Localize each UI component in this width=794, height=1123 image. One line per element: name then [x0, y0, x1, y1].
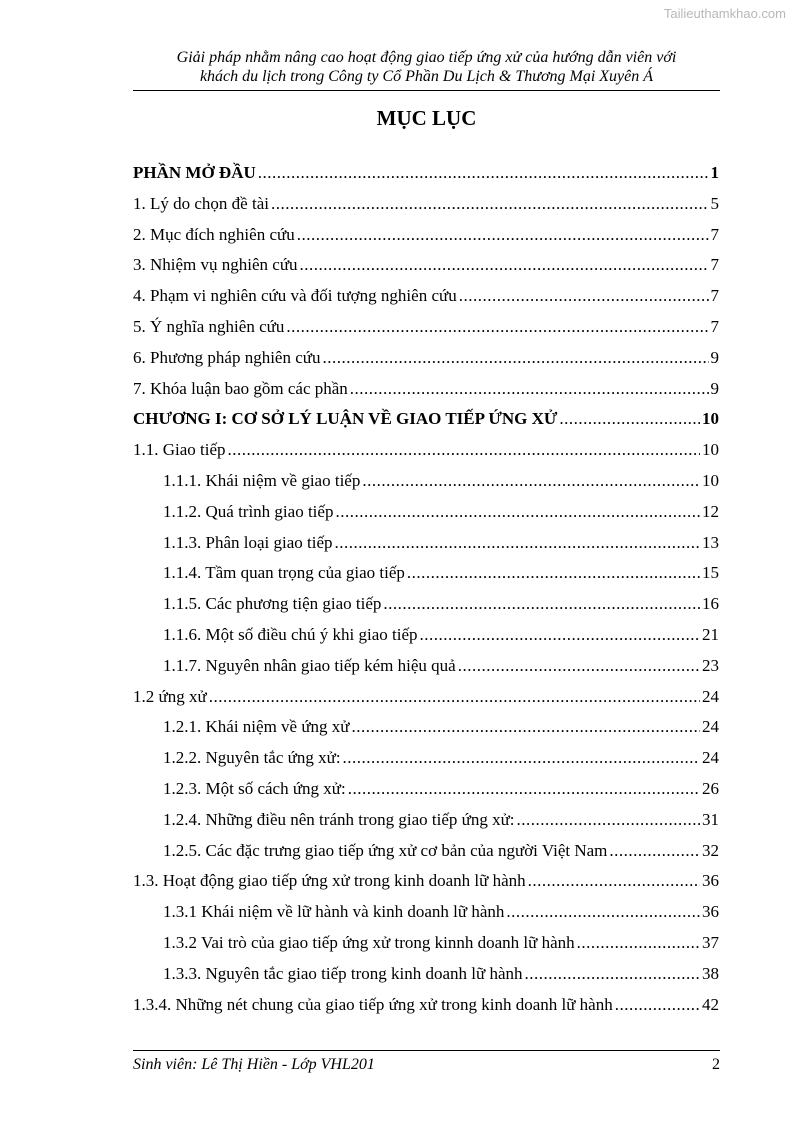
- toc-page-number: 10: [702, 440, 719, 460]
- toc-leader: [343, 748, 700, 768]
- toc-entry-text: 1.2.2. Nguyên tắc ứng xử:: [163, 748, 341, 768]
- toc-leader: [615, 995, 700, 1015]
- toc-title: MỤC LỤC: [376, 106, 477, 130]
- toc-entry-text: 1.1. Giao tiếp: [133, 440, 226, 460]
- toc-entry-text: 1.2.3. Một số cách ứng xử:: [163, 778, 346, 798]
- header-line-1: Giải pháp nhằm nâng cao hoạt động giao tiếp ứng xử của hướng dẫn viên với: [176, 49, 677, 66]
- toc-page-number: 7: [710, 255, 719, 275]
- toc-entry[interactable]: [133, 810, 719, 841]
- toc-entry[interactable]: [133, 995, 719, 1026]
- toc-entry[interactable]: [133, 841, 719, 872]
- toc-entry-text: 1.1.7. Nguyên nhân giao tiếp kém hiệu quả: [163, 655, 456, 675]
- toc-entry-text: PHẦN MỞ ĐẦU: [133, 163, 256, 182]
- toc-page-number: 21: [702, 624, 719, 644]
- toc-page-number: 7: [710, 316, 719, 336]
- toc-leader: [420, 625, 700, 645]
- toc-page-number: 26: [702, 778, 719, 798]
- toc-entry-text: 1.2.1. Khái niệm về ứng xử: [163, 717, 350, 737]
- toc-entry[interactable]: [133, 625, 719, 656]
- toc-page-number: 5: [710, 193, 719, 213]
- header-divider: [133, 90, 720, 91]
- toc-page-number: 1: [710, 163, 719, 182]
- toc-page-number: 16: [702, 594, 719, 614]
- toc-entry[interactable]: [133, 379, 719, 410]
- toc-entry-text: 4. Phạm vi nghiên cứu và đối tượng nghiên cứu: [133, 286, 457, 306]
- footer-page-number: 2: [712, 1056, 720, 1073]
- toc-leader: [335, 502, 700, 522]
- toc-entry[interactable]: [133, 748, 719, 779]
- toc-leader: [258, 163, 709, 183]
- toc-entry[interactable]: [133, 687, 719, 718]
- toc-page-number: 7: [710, 286, 719, 306]
- toc-leader: [458, 656, 700, 676]
- toc-entry-text: 1.2.4. Những điều nên tránh trong giao tiếp ứng xử:: [163, 809, 515, 829]
- toc-entry-text: CHƯƠNG I: CƠ SỞ LÝ LUẬN VỀ GIAO TIẾP ỨNG XỬ: [133, 409, 558, 429]
- toc-entry-text: 7. Khóa luận bao gồm các phần: [133, 378, 348, 398]
- toc-page-number: 7: [710, 224, 719, 244]
- toc-entry[interactable]: [133, 871, 719, 902]
- toc-leader: [609, 841, 700, 861]
- toc-entry[interactable]: [133, 471, 719, 502]
- toc-entry[interactable]: [133, 440, 719, 471]
- toc-page-number: 24: [702, 748, 719, 768]
- toc-entry-text: 1.3.4. Những nét chung của giao tiếp ứng xử trong kinh doanh lữ hành: [133, 994, 613, 1014]
- running-header: [133, 48, 720, 86]
- toc-leader: [297, 225, 709, 245]
- toc-page-number: 42: [702, 994, 719, 1014]
- toc-entry-text: 5. Ý nghĩa nghiên cứu: [133, 316, 285, 336]
- toc-page-number: 36: [702, 871, 719, 891]
- toc-entry[interactable]: [133, 533, 719, 564]
- toc-entry[interactable]: [133, 348, 719, 379]
- toc-entry-text: 6. Phương pháp nghiên cứu: [133, 347, 321, 367]
- toc-page-number: 32: [702, 840, 719, 860]
- toc-leader: [559, 409, 700, 429]
- toc-leader: [322, 348, 708, 368]
- toc-leader: [300, 255, 709, 275]
- toc-entry[interactable]: [133, 409, 719, 440]
- watermark: Tailieuthamkhao.com: [663, 6, 786, 21]
- toc-entry[interactable]: [133, 717, 719, 748]
- toc-entry[interactable]: [133, 964, 719, 995]
- toc-page-number: 36: [702, 902, 719, 922]
- toc-page-number: 24: [702, 686, 719, 706]
- toc-leader: [383, 594, 700, 614]
- toc-leader: [335, 533, 700, 553]
- toc-entry-text: 1.2 ứng xử: [133, 686, 207, 706]
- toc-entry[interactable]: [133, 902, 719, 933]
- toc-entry-text: 1.1.6. Một số điều chú ý khi giao tiếp: [163, 624, 418, 644]
- toc-entry-text: 1.2.5. Các đặc trưng giao tiếp ứng xử cơ bản của người Việt Nam: [163, 840, 608, 860]
- toc-entry-text: 1.1.2. Quá trình giao tiếp: [163, 501, 334, 521]
- toc-page-number: 31: [702, 809, 719, 829]
- toc-entry[interactable]: [133, 656, 719, 687]
- toc-page-number: 38: [702, 963, 719, 983]
- toc-page-number: 15: [702, 563, 719, 583]
- toc-entry-text: 1.1.4. Tầm quan trọng của giao tiếp: [163, 563, 405, 583]
- toc-leader: [209, 687, 700, 707]
- toc-leader: [528, 871, 700, 891]
- footer-student: Sinh viên: Lê Thị Hiền - Lớp VHL201: [133, 1056, 375, 1073]
- toc-leader: [286, 317, 708, 337]
- toc-entry[interactable]: [133, 563, 719, 594]
- toc-entry[interactable]: [133, 317, 719, 348]
- toc-entry-text: 1.3.3. Nguyên tắc giao tiếp trong kinh doanh lữ hành: [163, 963, 523, 983]
- toc-entry-text: 1.1.3. Phân loại giao tiếp: [163, 532, 333, 552]
- toc-page-number: 37: [702, 932, 719, 952]
- toc-entry-text: 1.3. Hoạt động giao tiếp ứng xử trong kinh doanh lữ hành: [133, 871, 526, 891]
- toc-page-number: 10: [702, 470, 719, 490]
- header-line-2: khách du lịch trong Công ty Cổ Phần Du Lịch & Thương Mại Xuyên Á: [199, 68, 654, 85]
- toc-page-number: 10: [702, 409, 719, 429]
- toc-leader: [271, 194, 709, 214]
- toc-leader: [348, 779, 700, 799]
- toc-entry-text: 1.1.1. Khái niệm về giao tiếp: [163, 470, 361, 490]
- toc-entry[interactable]: [133, 594, 719, 625]
- toc-entry-text: 1. Lý do chọn đề tài: [133, 193, 269, 213]
- toc-page-number: 9: [710, 378, 719, 398]
- toc-page-number: 23: [702, 655, 719, 675]
- toc-leader: [525, 964, 700, 984]
- toc-entry[interactable]: [133, 779, 719, 810]
- toc-entry[interactable]: [133, 933, 719, 964]
- toc-leader: [350, 379, 709, 399]
- toc-entry-text: 3. Nhiệm vụ nghiên cứu: [133, 255, 298, 275]
- toc-entry[interactable]: [133, 194, 719, 225]
- toc-entry[interactable]: [133, 255, 719, 286]
- footer-divider: [133, 1050, 720, 1051]
- toc-leader: [362, 471, 700, 491]
- table-of-contents: [133, 163, 719, 1025]
- toc-leader: [407, 563, 700, 583]
- toc-entry-text: 1.1.5. Các phương tiện giao tiếp: [163, 594, 382, 614]
- toc-entry[interactable]: [133, 286, 719, 317]
- toc-leader: [577, 933, 700, 953]
- toc-leader: [459, 286, 709, 306]
- toc-entry-text: 2. Mục đích nghiên cứu: [133, 224, 295, 244]
- toc-leader: [517, 810, 700, 830]
- toc-entry[interactable]: [133, 502, 719, 533]
- toc-page-number: 12: [702, 501, 719, 521]
- toc-entry-text: 1.3.1 Khái niệm về lữ hành và kinh doanh lữ hành: [163, 902, 505, 922]
- toc-leader: [352, 717, 700, 737]
- toc-entry-text: 1.3.2 Vai trò của giao tiếp ứng xử trong kinnh doanh lữ hành: [163, 932, 575, 952]
- toc-entry[interactable]: [133, 163, 719, 194]
- toc-entry[interactable]: [133, 225, 719, 256]
- toc-page-number: 9: [710, 347, 719, 367]
- toc-leader: [506, 902, 700, 922]
- toc-leader: [228, 440, 700, 460]
- toc-page-number: 24: [702, 717, 719, 737]
- toc-page-number: 13: [702, 532, 719, 552]
